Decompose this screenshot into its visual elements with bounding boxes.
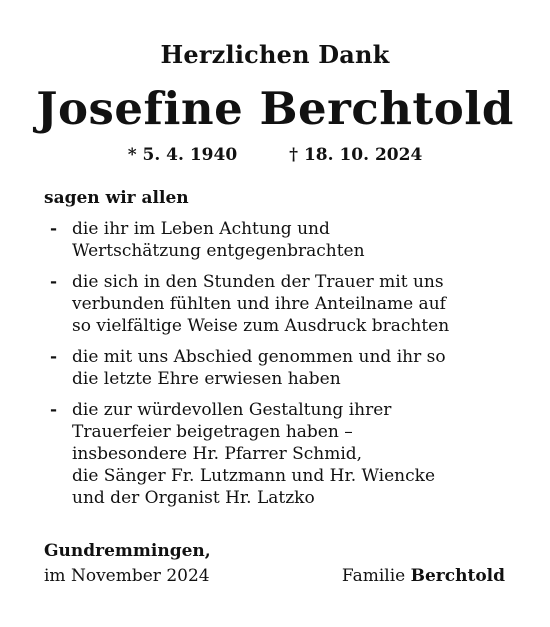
list-item-line: Wertschätzung entgegenbrachten [72,241,365,261]
list-item-line: so vielfältige Weise zum Ausdruck brachten [72,316,450,336]
death-date: † 18. 10. 2024 [289,145,423,165]
dash-bullet: - [50,219,58,239]
list-item-line: und der Organist Hr. Latzko [72,488,315,508]
intro-text: sagen wir allen [44,188,189,208]
life-dates [0,145,550,165]
list-item-line: Trauerfeier beigetragen haben – [72,422,353,442]
dash-bullet: - [50,400,58,420]
place-name: Gundremmingen, [44,541,211,561]
family-surname: Berchtold [410,566,505,586]
list-item [44,271,514,337]
list-item-line: die ihr im Leben Achtung und [72,219,330,239]
dash-bullet: - [50,347,58,367]
list-item [44,399,514,509]
deceased-name: Josefine Berchtold [36,82,514,135]
list-item-line: die Sänger Fr. Lutzmann und Hr. Wiencke [72,466,436,486]
list-item-line: die letzte Ehre erwiesen haben [72,369,341,389]
thanks-list [44,218,514,518]
date-line: im November 2024 [44,566,210,586]
list-item [44,218,514,262]
family-signature [342,566,505,586]
list-item-line: die mit uns Abschied genommen und ihr so [72,347,446,367]
list-item [44,346,514,390]
birth-date: * 5. 4. 1940 [127,145,238,165]
list-item-line: verbunden fühlten und ihre Anteilname auf [72,294,446,314]
notice-title: Herzlichen Dank [160,40,390,69]
list-item-line: die zur würdevollen Gestaltung ihrer [72,400,392,420]
family-prefix: Familie [341,566,411,586]
list-item-line: insbesondere Hr. Pfarrer Schmid, [72,444,363,464]
list-item-line: die sich in den Stunden der Trauer mit uns [72,272,444,292]
dash-bullet: - [50,272,58,292]
